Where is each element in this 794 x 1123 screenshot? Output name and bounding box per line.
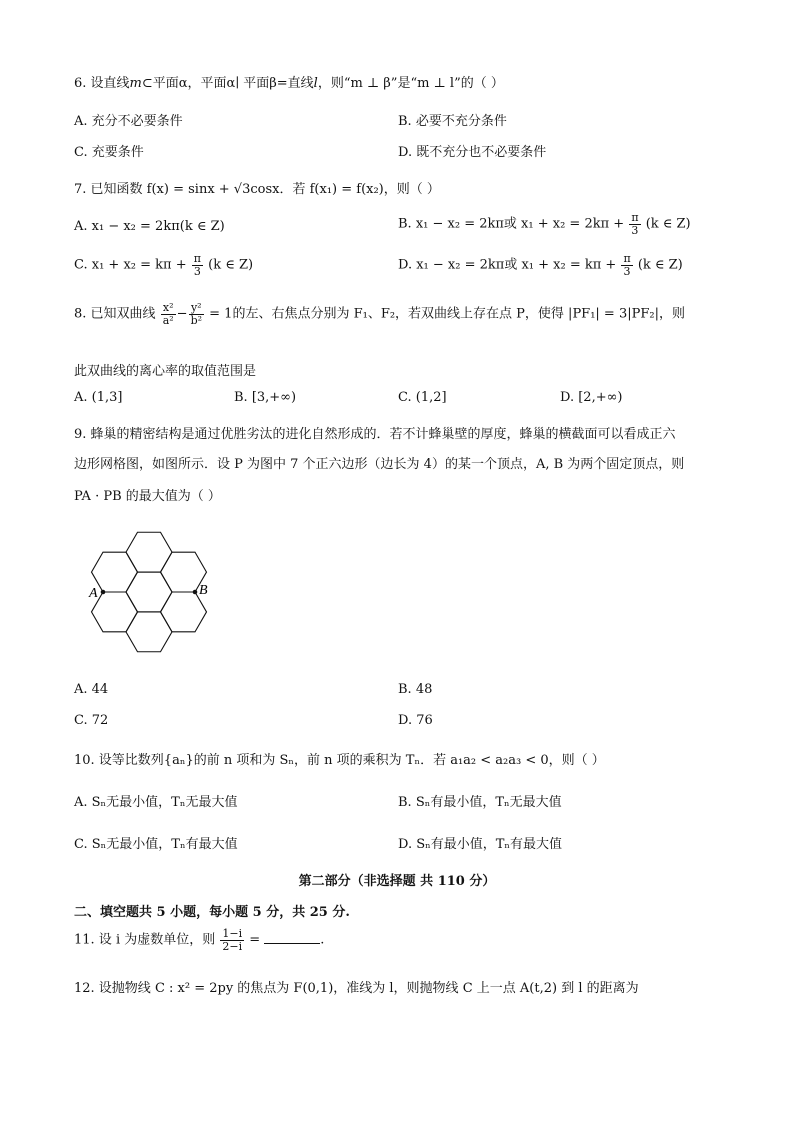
q7-stem: 7. 已知函数 f(x) = sinx + √3cosx．若 f(x₁) = f(x₂)，则（ ） (74, 182, 440, 197)
q9-option-c: C. 72 (74, 713, 109, 728)
fraction-numerator: π (623, 252, 631, 265)
fraction-numerator: 1−i (222, 927, 243, 940)
fraction-denominator: a² (162, 313, 174, 327)
q7-option-d-fraction (621, 253, 632, 277)
q11-equals: = (249, 932, 261, 948)
vertex-label-a: A (89, 586, 98, 601)
q8-fraction-y (189, 302, 204, 326)
q9-stem-line1: 9. 蜂巢的精密结构是通过优胜劣汰的进化自然形成的．若不计蜂巢壁的厚度，蜂巢的横截面可以看成正六 (74, 427, 676, 442)
q10-option-d: D. Sₙ有最小值，Tₙ有最大值 (398, 837, 563, 852)
q10-option-b: B. Sₙ有最小值，Tₙ无最大值 (398, 795, 562, 810)
q6-option-a: A. 充分不必要条件 (74, 114, 183, 129)
vertex-a-dot (101, 590, 106, 595)
q7-option-b-fraction (629, 212, 640, 236)
q11-period: . (320, 932, 325, 948)
q7-option-b-text: B. x₁ − x₂ = 2kπ或 x₁ + x₂ = 2kπ + (398, 216, 625, 232)
q7-option-a: A. x₁ − x₂ = 2kπ(k ∈ Z) (74, 219, 225, 234)
q7-option-c-text: C. x₁ + x₂ = kπ + (74, 257, 187, 273)
q9-stem-line2: 边形网格图，如图所示．设 P 为图中 7 个正六边形（边长为 4）的某一个顶点，A, B 为两个固定顶点，则 (74, 457, 685, 472)
q7-option-b-suffix: (k ∈ Z) (645, 216, 691, 232)
q8-stem-line2: 此双曲线的离心率的取值范围是 (74, 364, 257, 379)
q6-var-m: m (129, 76, 142, 91)
fraction-numerator: π (193, 252, 201, 265)
q6-option-b: B. 必要不充分条件 (398, 114, 507, 129)
q8-stem-prefix: 8. 已知双曲线 (74, 306, 156, 322)
q8-option-c: C. (1,2] (398, 390, 447, 405)
q9-option-d: D. 76 (398, 713, 433, 728)
q6-stem (74, 72, 504, 91)
q7-option-d-text: D. x₁ − x₂ = 2kπ或 x₁ + x₂ = kπ + (398, 257, 617, 273)
q7-option-d (398, 253, 683, 277)
fraction-denominator: 3 (623, 264, 631, 278)
q9-stem-line3: PA · PB 的最大值为（ ） (74, 489, 221, 504)
fraction-denominator: b² (190, 313, 203, 327)
vertex-b-dot (193, 590, 198, 595)
fraction-numerator: y² (189, 302, 204, 315)
q6-stem-part1: 6. 设直线 (74, 76, 130, 91)
q10-option-c: C. Sₙ无最小值，Tₙ有最大值 (74, 837, 238, 852)
fraction-denominator: 2−i (222, 939, 243, 953)
q9-option-a: A. 44 (74, 682, 109, 697)
q6-stem-part2: ⊂平面α，平面α∣ 平面β=直线 (141, 76, 314, 91)
q7-option-b (398, 212, 691, 236)
q8-fraction-x (161, 302, 176, 326)
q12-stem: 12. 设抛物线 C : x² = 2py 的焦点为 F(0,1)，准线为 l，则抛物线 C 上一点 A(t,2) 到 l 的距离为 (74, 981, 639, 996)
hexagon-center (126, 572, 172, 612)
q11-fraction (220, 928, 244, 952)
hexagon-bottom (126, 612, 172, 652)
fraction-numerator: π (631, 211, 639, 224)
q6-option-c: C. 充要条件 (74, 145, 144, 160)
q8-option-b: B. [3,+∞) (234, 390, 297, 405)
fraction-denominator: 3 (193, 264, 201, 278)
fraction-numerator: x² (161, 302, 176, 315)
q7-option-c (74, 253, 253, 277)
fraction-denominator: 3 (631, 223, 639, 237)
q8-stem-suffix: = 1的左、右焦点分别为 F₁、F₂，若双曲线上存在点 P，使得 |PF₁| = 3|PF₂|，则 (209, 306, 685, 322)
honeycomb-figure (70, 528, 230, 668)
q6-var-l: l (313, 76, 318, 91)
hexagon-lower-left (92, 592, 138, 632)
q9-option-b: B. 48 (398, 682, 433, 697)
q11-stem (74, 928, 324, 952)
q10-stem: 10. 设等比数列{aₙ}的前 n 项和为 Sₙ，前 n 项的乘积为 Tₙ．若 a₁a₂ < a₂a₃ < 0，则（ ） (74, 753, 605, 768)
answer-blank[interactable] (264, 931, 320, 944)
q8-option-d: D. [2,+∞) (560, 390, 623, 405)
hexagon-top (126, 532, 172, 572)
q10-option-a: A. Sₙ无最小值，Tₙ无最大值 (74, 795, 238, 810)
q7-option-c-suffix: (k ∈ Z) (208, 257, 254, 273)
part2-title: 第二部分（非选择题 共 110 分） (298, 874, 496, 889)
q8-option-a: A. (1,3] (74, 390, 123, 405)
q7-option-d-suffix: (k ∈ Z) (637, 257, 683, 273)
q8-stem: 8. 已知双曲线 $\frac{\text{x²}}{\text{a²}}$ − $\frac{\text{y²}}{\text{b²}}$ = 1的左、右焦点分别为 F₁、F₂，若双曲线上存在点 P，使得 |PF₁| = 3|PF₂|，则 (74, 301, 685, 327)
q6-option-d: D. 既不充分也不必要条件 (398, 145, 547, 160)
vertex-label-b: B (199, 583, 208, 598)
q7-option-c-fraction (192, 253, 203, 277)
q11-prefix: 11. 设 i 为虚数单位，则 (74, 932, 216, 948)
hexagon-upper-left (92, 552, 138, 592)
section-heading: 二、填空题共 5 小题，每小题 5 分，共 25 分. (74, 905, 350, 920)
q6-stem-part3: ，则“m ⊥ β”是“m ⊥ l”的（ ） (317, 76, 504, 91)
